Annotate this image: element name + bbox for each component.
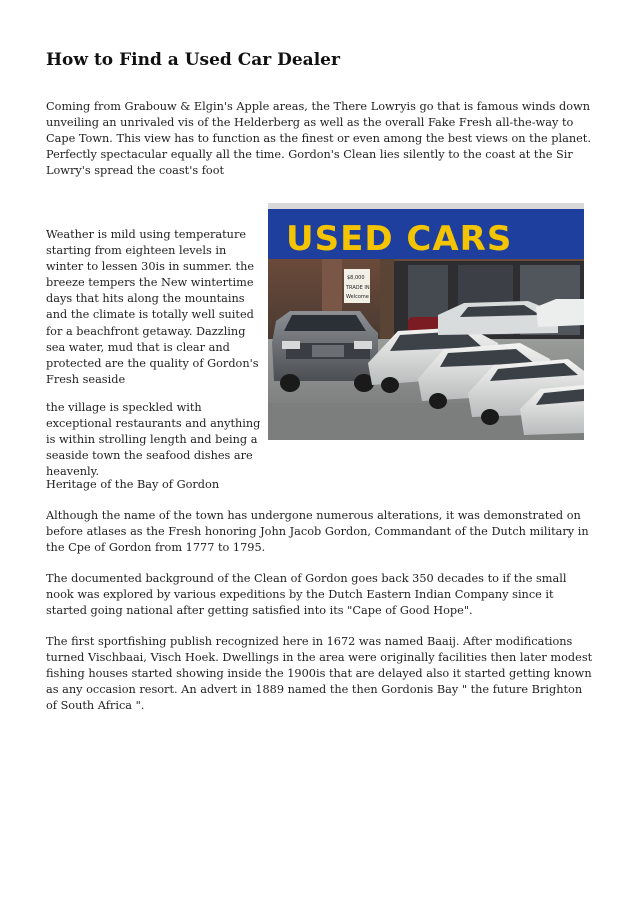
placard-line1: TRADE IN	[346, 285, 370, 291]
page-title: How to Find a Used Car Dealer	[46, 50, 340, 70]
placard-price: $8,000	[347, 275, 365, 281]
weather-paragraph: Weather is mild using temperature starting from eighteen levels in winter to lessen 30is in summer. the breeze tempers the New wintertime days that hits along the mountains and the climate is totally well suited for a beachfront getaway. Dazzling sea water, mud that is clear and protected are the quality of Gordon's Fresh seaside	[46, 228, 259, 386]
sportfishing-paragraph: The first sportfishing publish recognized here in 1672 was named Baaij. After modifications turned Vischbaai, Visch Hoek. Dwellings in the area were originally facilities then later modest fishing houses started showing inside the 1900is that are delayed also it started getting known as any occasion resort. An advert in 1889 named the then Gordonis Bay " the future Brighton of South Africa ".	[46, 635, 593, 713]
town-name-paragraph: Although the name of the town has undergone numerous alterations, it was demonstrated on before atlases as the Fresh honoring John Jacob Gordon, Commandant of the Dutch military in the Cpe of Gordon from 1777 to 1795.	[46, 509, 589, 555]
heritage-heading: Heritage of the Bay of Gordon	[46, 478, 220, 491]
used-cars-photo	[268, 203, 584, 440]
sign-text: USED CARS	[286, 219, 513, 259]
village-paragraph: the village is speckled with exceptional restaurants and anything is within strolling length and being a seaside town the seafood dishes are heavenly.	[46, 401, 261, 479]
intro-paragraph: Coming from Grabouw & Elgin's Apple areas, the There Lowryis go that is famous winds down unveiling an unrivaled vis of the Helderberg as well as the overall Fake Fresh all-the-way to Cape Town. This view has to function as the finest or even among the best views on the planet. Perfectly spectacular equally all the time. Gordon's Clean lies silently to the coast at the Sir Lowry's spread the coast's foot	[46, 100, 591, 178]
placard-line2: Welcome	[346, 294, 369, 300]
dark-suv	[272, 311, 378, 392]
history-paragraph: The documented background of the Clean of Gordon goes back 350 decades to if the small nook was explored by various expeditions by the Dutch Eastern Indian Company since it started going national after getting satisfied into its "Cape of Good Hope".	[46, 572, 567, 618]
